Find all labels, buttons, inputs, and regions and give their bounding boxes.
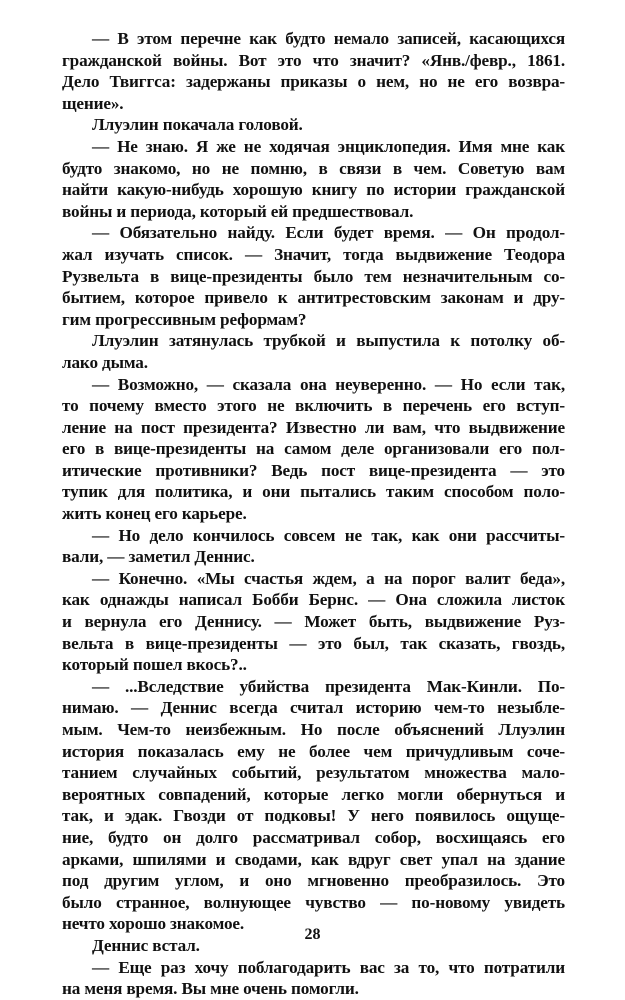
paragraph <box>62 676 565 935</box>
paragraph <box>62 374 565 525</box>
text-line: Дело Твиггса: задержаны приказы о нем, но не его возвра- <box>62 72 565 92</box>
text-line: то почему вместо этого не включить в перечень его вступ- <box>62 396 565 416</box>
paragraph <box>62 957 565 1000</box>
text-line: так, и эдак. Гвозди от подковы! У него появилось ощуще- <box>62 806 565 826</box>
text-line: вероятных совпадений, которые легко могли обернуться и <box>62 784 565 804</box>
text-line: будто знакомо, но не помню, в связи в чем. Советую вам <box>62 158 565 178</box>
text-line: мым. Чем-то неизбежным. Но после объяснений Ллуэлин <box>62 720 565 739</box>
text-line: как однажды написал Бобби Бернс. — Она сложила листок <box>62 590 565 610</box>
text-line: щение». <box>62 93 124 113</box>
text-line: Деннис встал. <box>92 935 200 955</box>
text-line: гим прогрессивным реформам? <box>62 309 307 329</box>
text-line: бытием, которое привело к антитрестовским законам и дру- <box>62 288 565 308</box>
paragraph <box>62 114 565 136</box>
text-line: ние, будто он долго рассматривал собор, восхищаясь его <box>62 827 565 847</box>
text-line: Ллуэлин покачала головой. <box>92 115 303 135</box>
text-line: вельта в вице-президенты — это был, так сказать, гвоздь, <box>62 633 565 653</box>
text-line: гражданской войны. Вот это что значит? «Янв./февр., 1861. <box>62 50 565 70</box>
text-line: — Обязательно найду. Если будет время. — Он продол- <box>92 223 565 243</box>
text-line: ление на пост президента? Известно ли вам, что выдвижение <box>62 417 565 437</box>
text-line: — ...Вследствие убийства президента Мак-Кинли. По- <box>92 676 565 696</box>
text-line: вали, — заметил Деннис. <box>62 547 255 567</box>
text-line: жал изучать список. — Значит, тогда выдвижение Теодора <box>62 244 565 264</box>
text-line: — Не знаю. Я же не ходячая энциклопедия. Имя мне как <box>92 136 565 156</box>
text-line: на меня время. Вы мне очень помогли. <box>62 979 359 999</box>
paragraph <box>62 136 565 222</box>
text-line: арками, шпилями и сводами, как вдруг свет упал на здание <box>62 849 565 869</box>
text-line: нимаю. — Деннис всегда считал историю чем-то незыбле- <box>62 698 565 718</box>
text-line: Рузвельта в вице-президенты было тем незначительным со- <box>62 266 565 286</box>
paragraph <box>62 28 565 114</box>
text-line: Ллуэлин затянулась трубкой и выпустила к потолку об- <box>92 331 565 351</box>
text-line: танием случайных событий, результатом множества мало- <box>62 763 565 783</box>
text-line: было странное, волнующее чувство — по-новому увидеть <box>62 892 565 912</box>
text-line: — Но дело кончилось совсем не так, как они рассчиты- <box>92 525 565 545</box>
text-line: войны и периода, который ей предшествовал. <box>62 201 414 221</box>
text-line: найти какую-нибудь хорошую книгу по истории гражданской <box>62 180 565 200</box>
paragraph <box>62 330 565 373</box>
text-line: история показалась ему не более чем причудливым соче- <box>62 741 565 761</box>
text-line: под другим углом, и оно мгновенно преобразилось. Это <box>62 871 565 891</box>
text-line: — Конечно. «Мы счастья ждем, а на порог валит беда», <box>92 568 565 588</box>
page-number: 28 <box>304 926 321 943</box>
text-line: тупик для политика, и они пытались таким способом поло- <box>62 482 565 502</box>
text-line: итические противники? Ведь пост вице-президента — это <box>62 460 565 480</box>
text-line: нечто хорошо знакомое. <box>62 914 245 934</box>
page-body <box>62 28 565 1000</box>
text-line: и вернула его Деннису. — Может быть, выдвижение Руз- <box>62 612 565 632</box>
paragraph <box>62 222 565 330</box>
paragraph <box>62 568 565 676</box>
text-line: жить конец его карьере. <box>62 504 247 524</box>
text-line: — Еще раз хочу поблагодарить вас за то, что потратили <box>92 957 565 977</box>
text-line: лако дыма. <box>62 352 148 372</box>
text-line: — Возможно, — сказала она неуверенно. — Но если так, <box>92 374 565 394</box>
text-line: — В этом перечне как будто немало записей, касающихся <box>92 29 565 48</box>
text-line: который пошел вкось?.. <box>62 655 247 675</box>
text-line: его в вице-президенты на самом деле организовали его пол- <box>62 439 565 459</box>
paragraph <box>62 525 565 568</box>
